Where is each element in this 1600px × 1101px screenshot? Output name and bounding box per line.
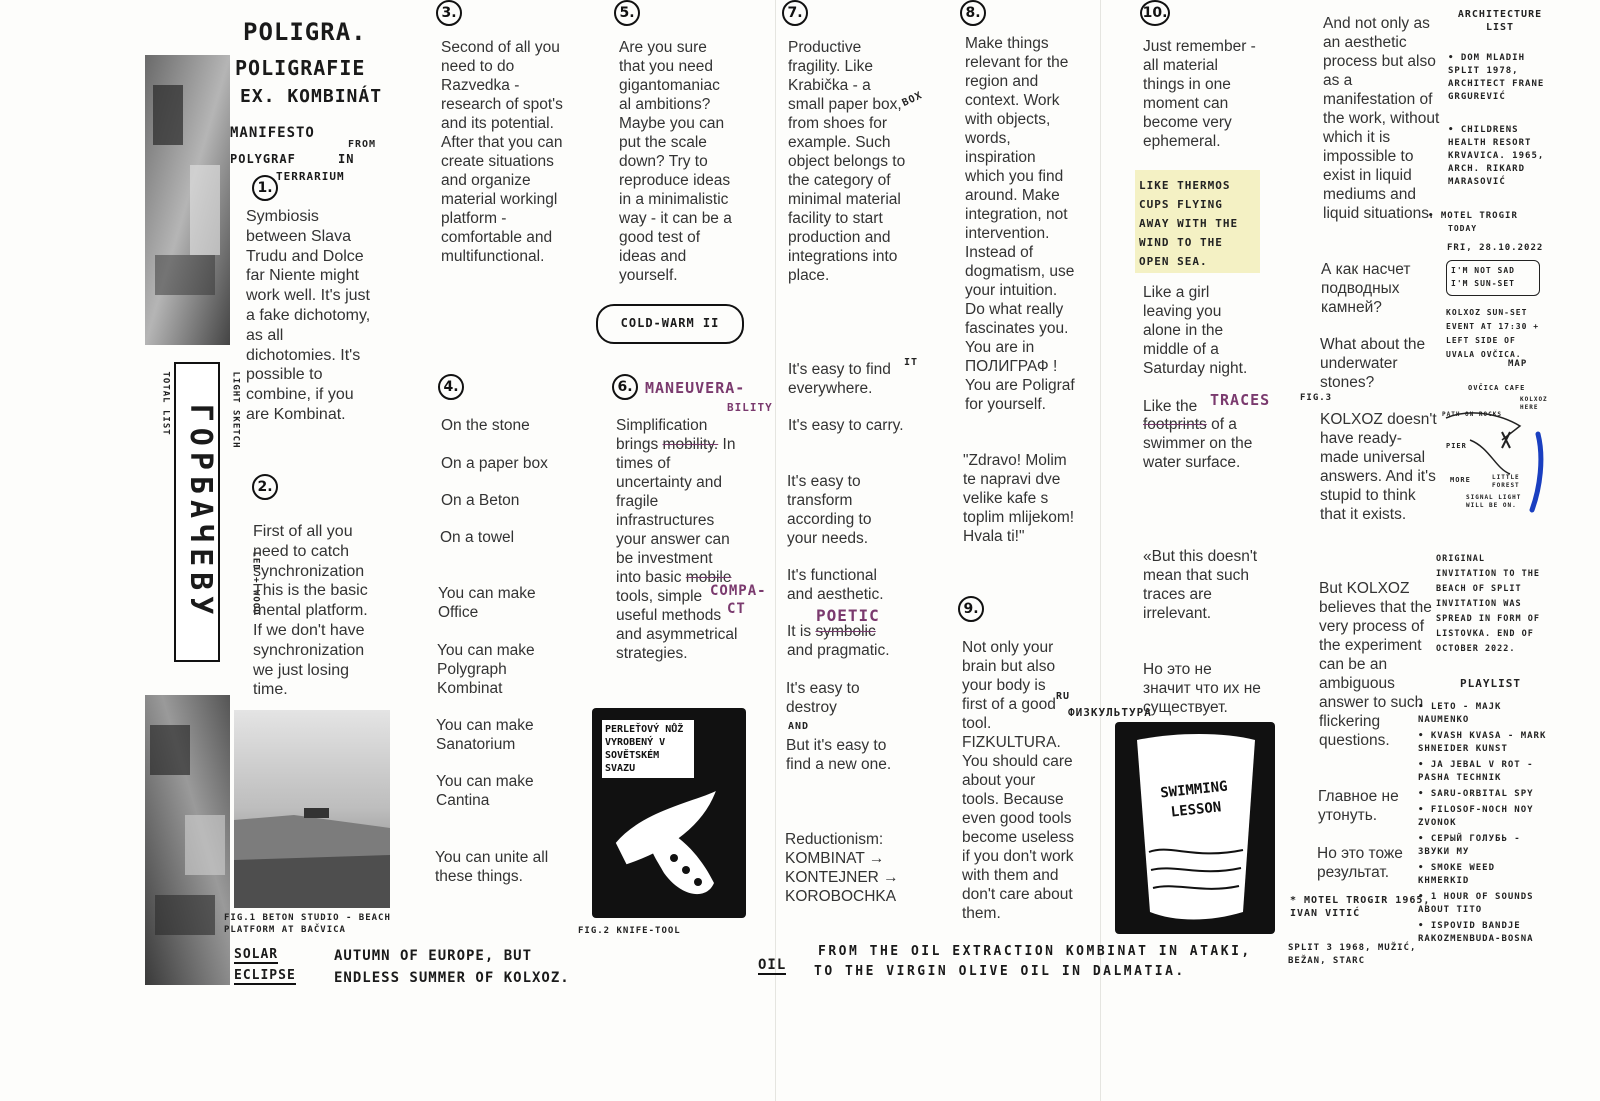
make-office: You can make Office [438,585,536,621]
number-8: 8. [960,0,986,26]
motel-note: * MOTEL TROGIR 1965, IVAN VITIĆ [1290,895,1431,919]
p6-strike2: mobile [685,569,732,586]
box-note: BOX [900,90,925,109]
knife-illustration [592,708,746,918]
paragraph-8: Make things relevant for the region and context. Work with objects, words, inspiration which you find around. Make integration, not intervention. Instead of dogmatism, use your intuition. Do what really fascinates you. You are in ПОЛИГРАФ ! You are Poligraf for yourself. [965,35,1075,413]
paragraph-5: Are you sure that you need gigantomaniac al ambitions? Maybe you can put the scale down? Try to reproduce ideas in a minimalistic way - it can be a good test of ideas and yourself. [619,39,732,284]
playlist [1418,701,1550,949]
vertical-sign: ГОРБАЧЕВУ [168,362,228,662]
fig1-caption: FIG.1 BETON STUDIO - BEACH PLATFORM AT BAČVICA [224,913,391,935]
playlist-item: • ISPOVID BANDJE RAKOZMENBUDA-BOSNA [1418,921,1534,944]
architecture-list-title: ARCHITECTURE LIST [1457,9,1543,33]
playlist-item: • JA JEBAL V ROT - PASHA TECHNIK [1418,760,1534,783]
vertical-label-left-b: LED + WOOD [250,551,261,616]
col7-p6: Главное не утонуть. [1318,788,1399,824]
traces-note: TRACES [1210,391,1271,409]
swimming-illustration [1115,722,1275,934]
solar-label: SOLAR [234,947,279,962]
and-note: AND [788,721,810,732]
paragraph-10: Just remember - all material things in one moment can become very ephemeral. [1143,38,1256,150]
knife-icon [602,788,732,908]
playlist-item: • СЕРЫЙ ГОЛУБЬ - ЗВУКИ МУ [1418,834,1521,857]
col7-p7: Но это тоже результат. [1317,845,1403,881]
title-poligrafie: POLIGRAFIE [235,56,366,80]
like-the: Like the [1143,398,1198,415]
date-note: FRI, 28.10.2022 [1447,243,1544,253]
number-4: 4. [438,374,464,400]
easy-destroy: It's easy to destroy [786,680,860,716]
easy-carry: It's easy to carry. [788,417,904,434]
col7-p4: KOLXOZ doesn't have ready-made universal answers. And it's stupid to think that it exists. [1320,411,1437,523]
swimming-cup-icon [1115,722,1275,934]
playlist-title: PLAYLIST [1460,677,1521,690]
paragraph-2: First of all you need to catch synchronization This is the basic mental platform. If we don't have synchronization we just losing time. [253,523,368,699]
paragraph-3: Second of all you need to do Razvedka - research of spot's and its potential. After that you can create situations and organize material workingl platform - comfortable and multifunctional. [441,39,563,265]
easy-transform: It's easy to transform according to your needs. [787,473,872,547]
beach-photo [234,710,390,908]
symbolic-line: It is symbolic and pragmatic. [787,623,890,659]
ru-note: RU [1056,691,1071,702]
vertical-label-left-a: TOTAL LIST [160,371,171,436]
number-7: 7. [782,0,808,26]
number-9: 9. [958,596,984,622]
easy-find: It's easy to find everywhere. [788,361,891,397]
autumn-line-2: ENDLESS SUMMER OF KOLXOZ. [334,970,570,986]
number-5: 5. [614,0,640,26]
playlist-item: • LETO - MAJK NAUMENKO [1418,702,1502,725]
manifesto-label: MANIFESTO [230,125,315,141]
autumn-line-1: AUTUMN OF EUROPE, BUT [334,948,533,964]
manifesto-in: IN [338,152,355,166]
playlist-item: • KVASH KVASA - MARK SHNEIDER KUNST [1418,731,1547,754]
fig2-caption: FIG.2 KNIFE-TOOL [578,926,681,936]
vertical-label-right: LIGHT SKETCH [230,371,241,449]
maneuvera-note: MANEUVERA- [645,379,746,397]
paragraph-7: Productive fragility. Like Krabička - a small paper box, from shoes for example. Such object belongs to the category of minimal material facility to start production and integrations into place. [788,39,906,284]
col7-p3: What about the underwater stones? [1320,336,1426,391]
col7-p5: But KOLXOZ believes that the very process of the experiment can be an ambiguous answer to such flickering questions. [1319,580,1432,749]
p6-strike1: mobility. [662,436,719,453]
arch-item-2: • CHILDRENS HEALTH RESORT KRVAVICA. 1965, ARCH. RIKARD MARASOVIĆ [1448,125,1545,187]
fig3-note: FIG.3 [1300,393,1333,403]
p6-part2: In times of uncertainty and fragile infrastructures your answer can be investment into basic [616,436,736,586]
hand-drawn-map: OVČICA CAFE KOLXOZ HERE PATH ON ROCKS PIER MORE LITTLE FOREST SIGNAL LIGHT WILL BE ON. [1442,384,1548,509]
today-note: TODAY [1448,224,1478,233]
oil-line-1: FROM THE OIL EXTRACTION KOMBINAT IN ATAKI, [818,944,1252,959]
but-paragraph: «But this doesn't mean that such traces are irrelevant. [1143,548,1258,622]
oil-label: OIL [758,957,787,973]
sunset-box: I'M NOT SAD I'M SUN-SET [1446,260,1540,296]
paragraph-1: Symbiosis between Slava Trudu and Dolce far Niente might work well. It's just a fake dichotomy, as all dichotomies. It's possible to combine, if you are Kombinat. [246,208,371,423]
number-3: 3. [436,0,462,26]
paragraph-9: Not only your brain but also your body is first of a good tool. FIZKULTURA. You should care about your tools. Because even good tools become useless if you don't work with them and don't care about them. [962,639,1075,922]
it-note: IT [904,357,919,368]
bility-note: BILITY [727,401,773,414]
number-1: 1. [252,175,278,201]
eclipse-label: ECLIPSE [234,968,296,983]
reductionism: Reductionism: KOMBINAT → KONTEJNER → KOROBOCHKA [785,831,899,905]
functional: It's functional and aesthetic. [787,567,884,603]
on-towel: On a towel [440,529,515,546]
col7-p2: А как насчет подводных камней? [1321,261,1411,316]
playlist-item: • SMOKE WEED KHMERKID [1418,863,1496,886]
make-polygraph: You can make Polygraph Kombinat [437,642,535,697]
p6-part1: Simplification brings [616,417,708,453]
title-poligra: POLIGRA. [243,18,367,46]
zdravo-quote: "Zdravo! Molim te napravi dve velike kafe s toplim mlijekom! Hvala ti!" [963,452,1075,545]
playlist-item: • FILOSOF-NOCH NOY ZVONOK [1418,805,1534,828]
fold-line [1100,0,1101,1101]
paragraph-6 [616,416,741,663]
on-stone: On the stone [441,417,530,434]
thermos-note: LIKE THERMOS CUPS FLYING AWAY WITH THE WIND TO THE OPEN SEA. [1135,170,1260,273]
number-10: 10. [1140,0,1170,26]
manifesto-terrarium: TERRARIUM [276,170,345,183]
compact-note: COMPA- [710,583,767,599]
swimming-lesson-text: SWIMMING LESSON [1159,778,1229,821]
playlist-item: • SARU-ORBITAL SPY [1418,789,1534,799]
make-sanatorium: You can make Sanatorium [436,717,534,753]
compact-note-2: CT [727,601,746,617]
unite-all: You can unite all these things. [435,849,549,885]
find-new: But it's easy to find a new one. [786,737,892,773]
cold-warm-cloud: COLD-WARM II [596,304,744,344]
on-beton: On a Beton [441,492,520,509]
col7-p1: And not only as an aesthetic process but also as a manifestation of the work, without which it is impossible to exist in liquid mediums and liquid situations. [1323,15,1440,222]
original-invitation: ORIGINAL INVITATION TO THE BEACH OF SPLIT INVITATION WAS SPREAD IN FORM OF LISTOVKA. END OF OCTOBER 2022. [1436,554,1540,654]
split-note: SPLIT 3 1968, MUŽIĆ, BEŽAN, STARC [1288,943,1417,966]
knife-text: PERLEŤOVÝ NŮŽ VYROBENÝ V SOVĚTSKÉM SVAZU [602,720,694,778]
manifesto-from: FROM [348,139,377,150]
make-cantina: You can make Cantina [436,773,534,809]
manifesto-polygraf: POLYGRAF [230,152,296,166]
fizkultura-note: ФИЗКУЛЬТУРА [1068,706,1152,719]
footprints-paragraph: footprints of a swimmer on the water surface. [1143,416,1253,471]
playlist-item: • 1 HOUR OF SOUNDS ABOUT TITO [1418,892,1534,915]
on-paper-box: On a paper box [441,455,548,472]
number-2: 2. [252,474,278,500]
poetic-note: POETIC [816,606,880,625]
title-kombinat: EX. KOMBINÁT [240,86,383,107]
arch-item-1: • DOM MLADIH SPLIT 1978, ARCHITECT FRANE GRGUREVIĆ [1448,53,1545,102]
ru-paragraph: Но это не значит что их не существует. [1143,661,1261,716]
event-note: KOLXOZ SUN-SET EVENT AT 17:30 + LEFT SIDE OF UVALA OVČICA. [1446,308,1540,359]
oil-line-2: TO THE VIRGIN OLIVE OIL IN DALMATIA. [814,964,1186,979]
fold-line [775,0,776,1101]
map-label: MAP [1508,359,1528,369]
number-6: 6. [612,374,638,400]
girl-paragraph: Like a girl leaving you alone in the middle of a Saturday night. [1143,284,1248,377]
arch-item-3: • MOTEL TROGIR [1428,211,1518,221]
p6-part3: tools, simple useful methods and asymmetrical strategies. [616,588,738,662]
